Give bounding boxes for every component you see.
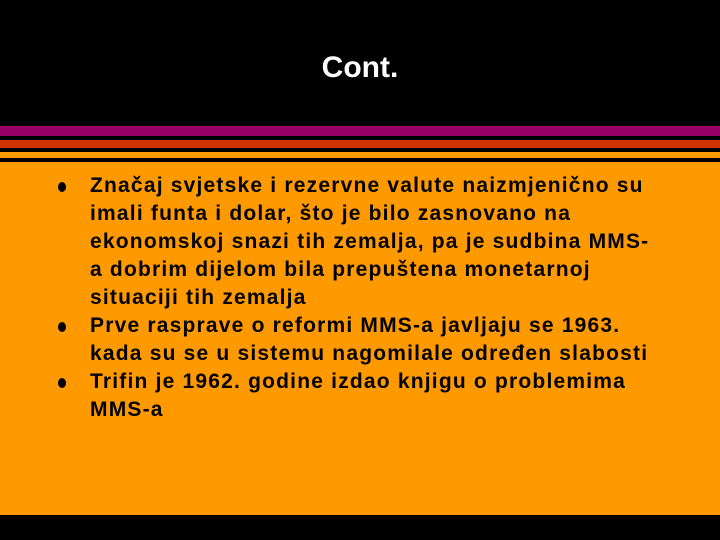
bullet-dot-icon — [58, 322, 66, 332]
bullet-dot-icon — [58, 182, 66, 192]
bottom-band — [0, 515, 720, 540]
bullet-text: Značaj svjetske i rezervne valute naizmjenično su imali funta i dolar, što je bilo zasnovano na ekonomskoj snazi tih zemalja, pa je sudbina MMS-a dobrim dijelom bila prepuštena monetarnoj situaciji tih zemalja — [90, 174, 650, 309]
bullet-dot-icon — [58, 378, 66, 388]
bullet-list — [50, 172, 650, 424]
bullet-item — [50, 368, 650, 424]
decorative-stripes — [0, 126, 720, 162]
content-area — [0, 162, 720, 515]
bullet-item — [50, 172, 650, 312]
bullet-item — [50, 312, 650, 368]
stripe-red — [0, 140, 720, 148]
bullet-text: Prve rasprave o reformi MMS-a javljaju se 1963. kada su se u sistemu nagomilale određen slabosti — [90, 314, 649, 365]
slide-title: Cont. — [321, 51, 399, 84]
bullet-text: Trifin je 1962. godine izdao knjigu o problemima MMS-a — [90, 370, 627, 421]
title-area — [0, 0, 720, 126]
stripe-purple — [0, 126, 720, 136]
